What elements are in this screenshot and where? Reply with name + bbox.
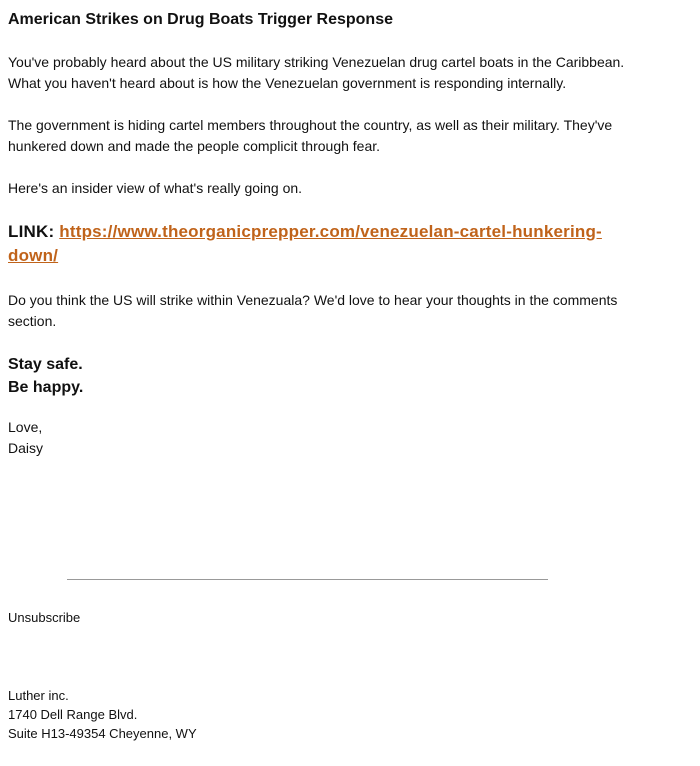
article-link-line-2: down/ — [8, 246, 59, 265]
be-happy-text: Be happy. — [8, 379, 84, 396]
company-name: Luther inc. — [8, 688, 69, 703]
question-line-2: section. — [8, 313, 57, 329]
question-line-1: Do you think the US will strike within Venezuala? We'd love to hear your thoughts in the comments — [8, 292, 618, 308]
email-headline: American Strikes on Drug Boats Trigger Response — [8, 11, 393, 28]
question-paragraph — [8, 290, 678, 332]
intro-line-2: What you haven't heard about is how the Venezuelan government is responding internally. — [8, 75, 567, 91]
intro-paragraph — [8, 52, 678, 94]
link-label: LINK: — [8, 222, 55, 241]
signoff-bold — [8, 353, 678, 399]
footer-address — [8, 686, 197, 743]
government-line-2: hunkered down and made the people complicit through fear. — [8, 138, 381, 154]
government-paragraph — [8, 115, 678, 157]
intro-line-1: You've probably heard about the US military striking Venezuelan drug cartel boats in the Caribbean. — [8, 54, 625, 70]
closing-text: Love, — [8, 419, 43, 435]
address-line-2: Suite H13-49354 Cheyenne, WY — [8, 726, 197, 741]
article-link-block — [8, 220, 678, 268]
unsubscribe-link[interactable]: Unsubscribe — [8, 610, 81, 625]
article-link[interactable] — [8, 222, 602, 265]
signature-text: Daisy — [8, 440, 44, 456]
email-body — [8, 10, 678, 459]
government-line-1: The government is hiding cartel members throughout the country, as well as their military. They've — [8, 117, 613, 133]
closing-block — [8, 417, 678, 459]
article-link-line-1: https://www.theorganicprepper.com/venezuelan-cartel-hunkering- — [59, 222, 602, 241]
footer-divider — [67, 579, 548, 580]
insider-paragraph: Here's an insider view of what's really going on. — [8, 180, 303, 196]
address-line-1: 1740 Dell Range Blvd. — [8, 707, 138, 722]
stay-safe-text: Stay safe. — [8, 356, 83, 373]
